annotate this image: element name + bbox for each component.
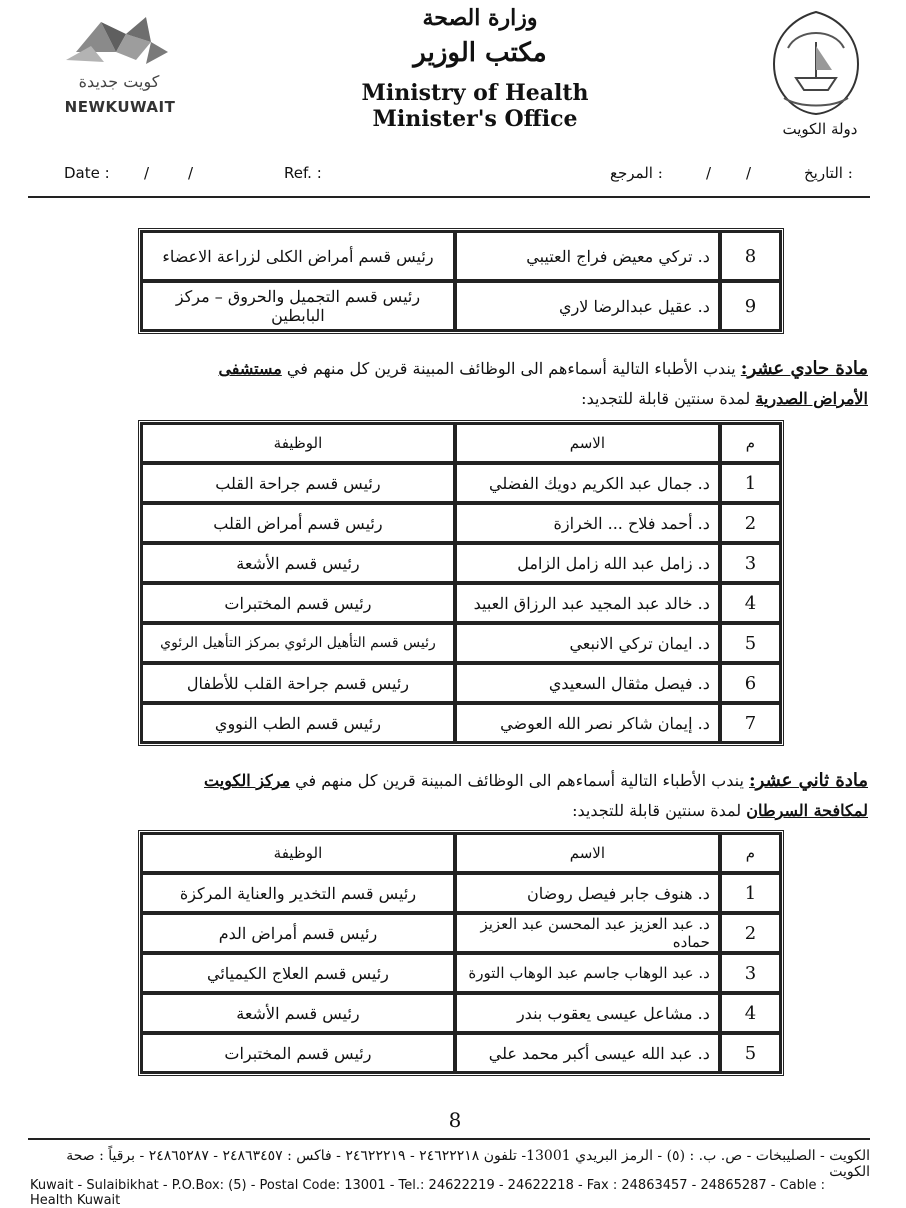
ministry-arabic-title: وزارة الصحة <box>422 5 538 31</box>
row-number: 5 <box>720 623 781 663</box>
position-title: رئيس قسم أمراض الدم <box>141 913 455 953</box>
table-row <box>141 873 781 913</box>
row-number: 2 <box>720 913 781 953</box>
position-title: رئيس قسم التجميل والحروق – مركز البابطين <box>141 281 455 331</box>
row-number: 9 <box>720 281 781 331</box>
article-12-tail: لمدة سنتين قابلة للتجديد: <box>572 801 747 820</box>
table-row <box>141 703 781 743</box>
office-arabic-title: مكتب الوزير <box>413 38 547 68</box>
position-title: رئيس قسم المختبرات <box>141 583 455 623</box>
row-number: 2 <box>720 503 781 543</box>
table-row <box>141 503 781 543</box>
column-header-number: م <box>720 423 781 463</box>
doctor-name: د. مشاعل عيسى يعقوب بندر <box>455 993 720 1033</box>
article-11-table <box>138 420 784 746</box>
position-title: رئيس قسم أمراض القلب <box>141 503 455 543</box>
row-number: 4 <box>720 583 781 623</box>
table-row <box>141 281 781 331</box>
doctor-name: د. عقيل عبدالرضا لاري <box>455 281 720 331</box>
doctor-name: د. هنوف جابر فيصل روضان <box>455 873 720 913</box>
state-of-kuwait-caption: دولة الكويت <box>782 120 858 138</box>
doctor-name: د. عبد الله عيسى أكبر محمد علي <box>455 1033 720 1073</box>
position-title: رئيس قسم الأشعة <box>141 543 455 583</box>
date-slash-2: / <box>188 164 194 182</box>
office-english-title: Minister's Office <box>372 106 578 132</box>
table-row <box>141 543 781 583</box>
hijri-slash-2: / <box>746 164 752 182</box>
position-title: رئيس قسم العلاج الكيميائي <box>141 953 455 993</box>
article-11-paragraph <box>128 354 868 414</box>
table-row <box>141 993 781 1033</box>
article-11-tail: لمدة سنتين قابلة للتجديد: <box>581 389 756 408</box>
table-row <box>141 913 781 953</box>
table-header-row <box>141 833 781 873</box>
footer-divider <box>28 1138 870 1140</box>
row-number: 6 <box>720 663 781 703</box>
table-row <box>141 953 781 993</box>
logo-arabic-text: كويت جديدة <box>78 72 160 91</box>
date-ref-line <box>30 160 880 190</box>
table-row <box>141 1033 781 1073</box>
position-title: رئيس قسم جراحة القلب للأطفال <box>141 663 455 703</box>
article-11-text: يندب الأطباء التالية أسماءهم الى الوظائف المبينة قرين كل منهم في <box>281 359 741 378</box>
position-title: رئيس قسم الطب النووي <box>141 703 455 743</box>
logo-english-text: NEWKUWAIT <box>64 98 176 116</box>
row-number: 4 <box>720 993 781 1033</box>
row-number: 3 <box>720 543 781 583</box>
ref-label: Ref. : <box>284 164 322 182</box>
article-12-place-1: مركز الكويت <box>204 771 291 790</box>
doctor-name: د. أحمد فلاح ... الخرازة <box>455 503 720 543</box>
table-row <box>141 583 781 623</box>
row-number: 1 <box>720 873 781 913</box>
position-title: رئيس قسم المختبرات <box>141 1033 455 1073</box>
table-row <box>141 463 781 503</box>
column-header-name: الاسم <box>455 833 720 873</box>
doctor-name: د. فيصل مثقال السعيدي <box>455 663 720 703</box>
row-number: 7 <box>720 703 781 743</box>
article-12-heading: مادة ثاني عشر: <box>749 770 868 791</box>
row-number: 1 <box>720 463 781 503</box>
table-row <box>141 231 781 281</box>
doctor-name: د. عبد الوهاب جاسم عبد الوهاب التورة <box>455 953 720 993</box>
new-kuwait-logo <box>56 12 176 72</box>
column-header-position: الوظيفة <box>141 833 455 873</box>
article-12-table <box>138 830 784 1076</box>
article-12-text: يندب الأطباء التالية أسماءهم الى الوظائف المبينة قرين كل منهم في <box>290 771 749 790</box>
column-header-name: الاسم <box>455 423 720 463</box>
header-divider <box>28 196 870 198</box>
page-number: 8 <box>448 1108 462 1132</box>
article-12-place-2: لمكافحة السرطان <box>746 801 868 820</box>
table-row <box>141 623 781 663</box>
footer-address-arabic: الكويت - الصليبخات - ص. ب. : (٥) - الرمز البريدي 13001- تلفون ٢٤٦٢٢٢١٨ - ٢٤٦٢٢٢١٩ - فاكس : ٢٤٨٦٣٤٥٧ - ٢٤٨٦٥٢٨٧ - برقياً : صحة الكويت <box>66 1148 870 1180</box>
row-number: 3 <box>720 953 781 993</box>
table-row <box>141 663 781 703</box>
position-title: رئيس قسم الأشعة <box>141 993 455 1033</box>
doctor-name: د. جمال عبد الكريم دويك الفضلي <box>455 463 720 503</box>
tarikh-label-ar: : التاريخ <box>804 164 853 182</box>
doctor-name: د. عبد العزيز عبد المحسن عبد العزيز حماده <box>455 913 720 953</box>
ministry-english-title: Ministry of Health <box>361 80 589 106</box>
hijri-slash-1: / <box>706 164 712 182</box>
doctor-name: د. تركي معيض فراج العتيبي <box>455 231 720 281</box>
article-11-place-1: مستشفى <box>218 359 282 378</box>
doctor-name: د. إيمان شاكر نصر الله العوضي <box>455 703 720 743</box>
position-title: رئيس قسم التأهيل الرئوي بمركز التأهيل الرئوي <box>141 623 455 663</box>
article-11-place-2: الأمراض الصدرية <box>755 389 868 408</box>
position-title: رئيس قسم أمراض الكلى لزراعة الاعضاء <box>141 231 455 281</box>
position-title: رئيس قسم التخدير والعناية المركزة <box>141 873 455 913</box>
date-slash-1: / <box>144 164 150 182</box>
row-number: 8 <box>720 231 781 281</box>
column-header-number: م <box>720 833 781 873</box>
doctor-name: د. زامل عبد الله زامل الزامل <box>455 543 720 583</box>
marja-label-ar: : المرجع <box>610 164 663 182</box>
article-12-paragraph <box>128 766 868 826</box>
column-header-position: الوظيفة <box>141 423 455 463</box>
article-11-heading: مادة حادي عشر: <box>740 358 868 379</box>
doctor-name: د. خالد عبد المجيد عبد الرزاق العبيد <box>455 583 720 623</box>
table-header-row <box>141 423 781 463</box>
kuwait-emblem <box>768 8 864 118</box>
date-label: Date : <box>64 164 110 182</box>
continued-table <box>138 228 784 334</box>
row-number: 5 <box>720 1033 781 1073</box>
doctor-name: د. ايمان تركي الانبعي <box>455 623 720 663</box>
footer-address-english: Kuwait - Sulaibikhat - P.O.Box: (5) - Postal Code: 13001 - Tel.: 24622219 - 24622218 - Fax : 24863457 - 24865287 - Cable : Health Kuwait <box>30 1178 826 1208</box>
position-title: رئيس قسم جراحة القلب <box>141 463 455 503</box>
